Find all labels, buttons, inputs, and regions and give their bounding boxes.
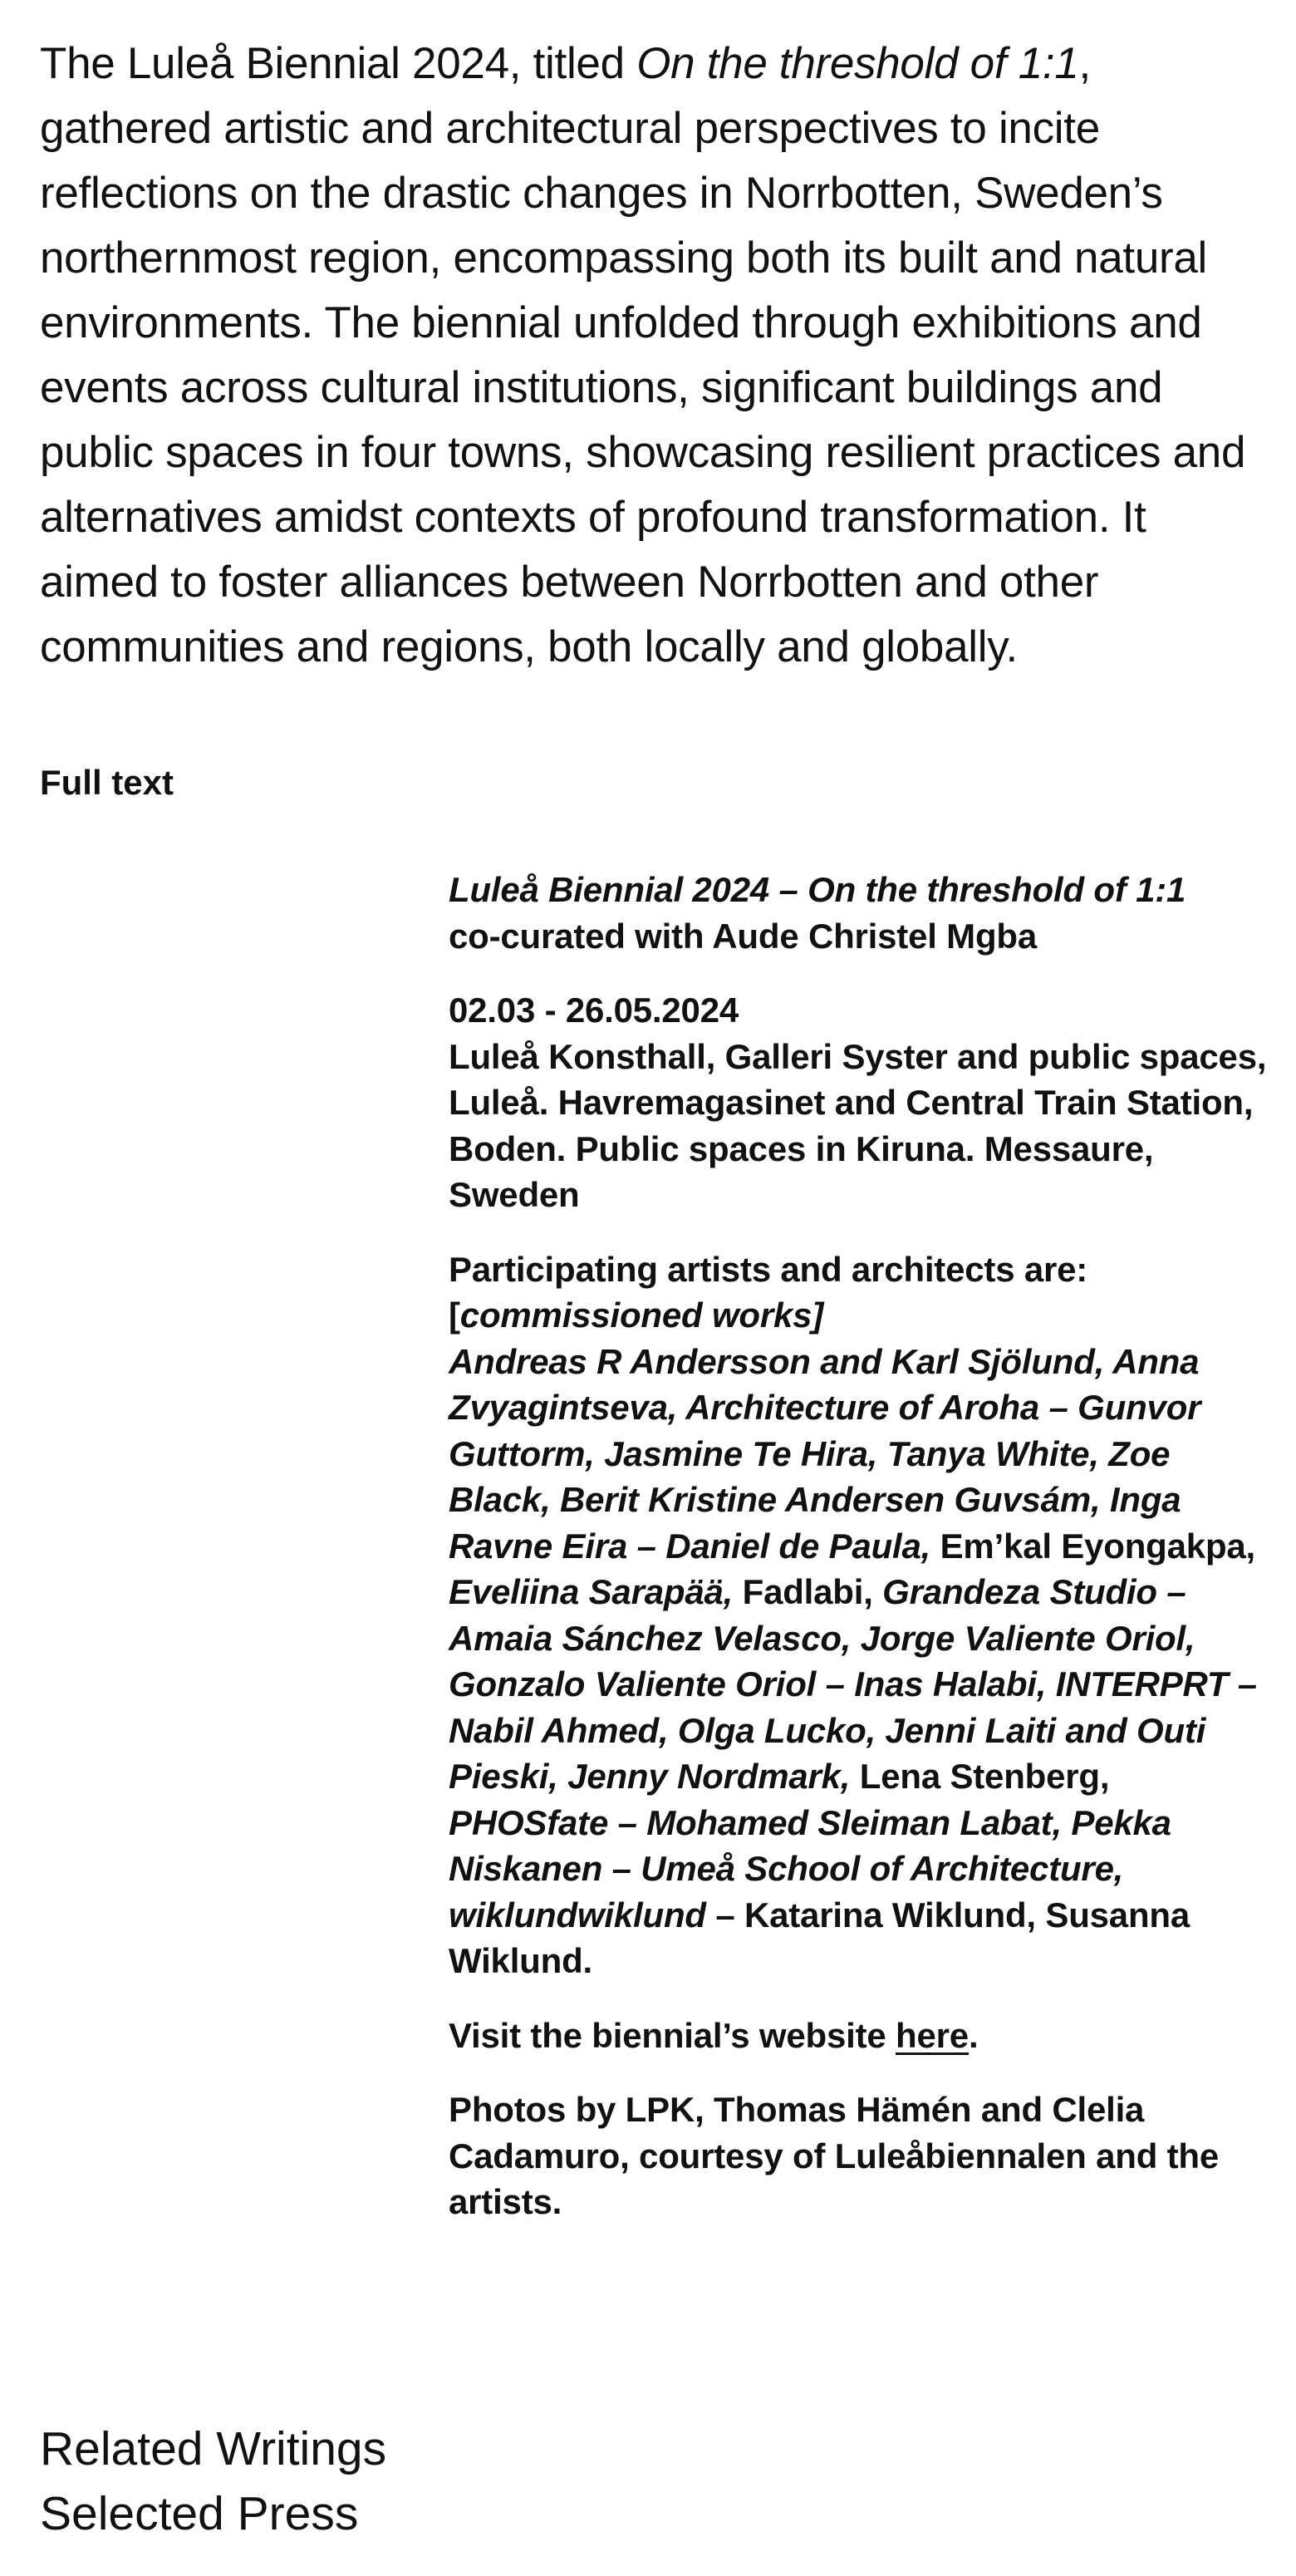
website-period: .	[968, 2015, 979, 2055]
full-text-link[interactable]: Full text	[40, 763, 174, 802]
related-writings-link[interactable]: Related Writings	[40, 2422, 387, 2475]
commissioned-works-note: commissioned works]	[459, 1295, 824, 1335]
cocurated-credit: co-curated with Aude Christel Mgba	[449, 916, 1038, 956]
details-heading	[449, 867, 1271, 959]
website-text: Visit the biennial’s website	[449, 2015, 896, 2055]
participants-commissioned-3: Grandeza Studio – Amaia Sánchez Velasco, Jorge Valiente Oriol, Gonzalo Valiente Oriol – Inas Halabi, INTERPRT – Nabil Ahmed, Olga Lucko, Jenni Laiti and Outi Pieski, Jenny Nordmark,	[449, 1572, 1257, 1796]
participant-name: – Katarina Wiklund, Susanna Wiklund.	[449, 1895, 1190, 1980]
details-title: Luleå Biennial 2024 – On the threshold of 1:1	[449, 870, 1186, 909]
participants-commissioned-1: Andreas R Andersson and Karl Sjölund, Anna Zvyagintseva, Architecture of Aroha – Gunvor Guttorm, Jasmine Te Hira, Tanya White, Zoe Black, Berit Kristine Andersen Guvsám, Inga Ravne Eira – Daniel de Paula,	[449, 1341, 1201, 1566]
related-links	[40, 2416, 386, 2546]
participants-bracket: [	[449, 1295, 460, 1335]
participant-name: Em’kal Eyongakpa,	[930, 1526, 1256, 1566]
selected-press-link[interactable]: Selected Press	[40, 2487, 359, 2540]
website-line	[449, 2013, 1271, 2059]
participants-commissioned-2: Eveliina Sarapää,	[449, 1572, 734, 1611]
website-link[interactable]: here	[896, 2015, 969, 2055]
participants-intro: Participating artists and architects are:	[449, 1249, 1088, 1289]
biennial-title: On the threshold of 1:1	[636, 39, 1079, 88]
dates-venues	[449, 987, 1271, 1218]
intro-paragraph	[40, 32, 1269, 680]
dates: 02.03 - 26.05.2024	[449, 991, 739, 1030]
intro-text-rest: , gathered artistic and architectural perspectives to incite reflections on the drastic changes in Norrbotten, Sweden’s northernmost region, encompassing both its built and natural environments. The biennial unfolded through exhibitions and events across cultural institutions, significant buildings and public spaces in four towns, showcasing resilient practices and alternatives amidst contexts of profound transformation. It aimed to foster alliances between Norrbotten and other communities and regions, both locally and globally.	[40, 39, 1246, 671]
participant-name: Lena Stenberg,	[850, 1757, 1110, 1796]
photo-credits: Photos by LPK, Thomas Hämén and Clelia Cadamuro, courtesy of Luleåbiennalen and the artists.	[449, 2090, 1220, 2221]
intro-text-start: The Luleå Biennial 2024, titled	[40, 39, 637, 88]
project-details	[449, 867, 1271, 2254]
participants	[449, 1246, 1271, 1984]
participants-commissioned-4: PHOSfate – Mohamed Sleiman Labat, Pekka Niskanen – Umeå School of Architecture, wiklundwiklund	[449, 1802, 1171, 1934]
venues: Luleå Konsthall, Galleri Syster and public spaces, Luleå. Havremagasinet and Central Train Station, Boden. Public spaces in Kiruna. Messaure, Sweden	[449, 1036, 1267, 1214]
participant-name: Fadlabi,	[733, 1572, 883, 1611]
